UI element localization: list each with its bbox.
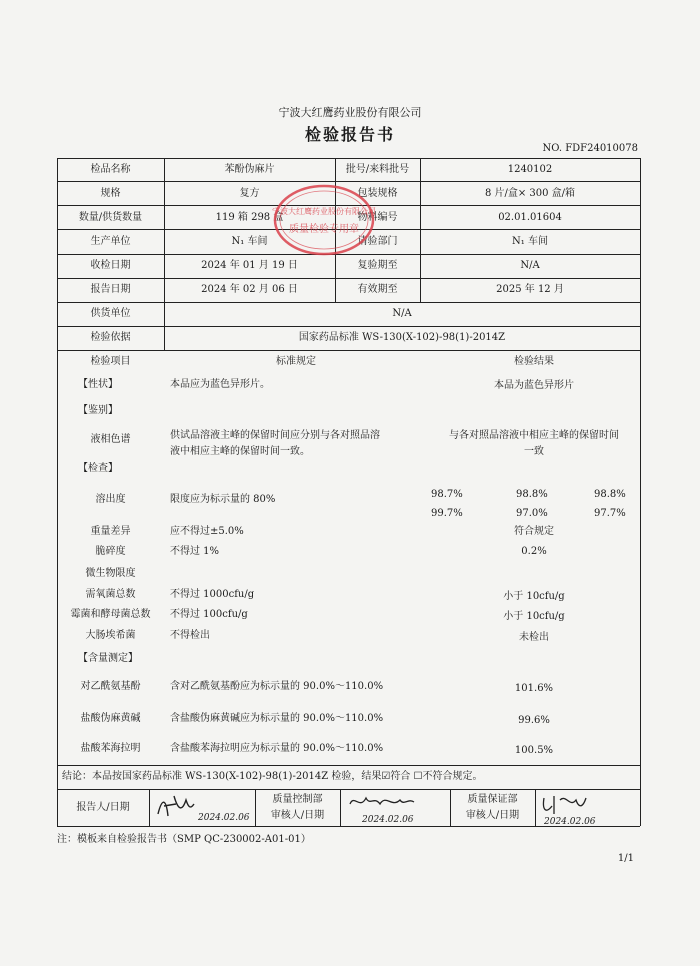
ecoli-standard: 不得检出 [170,630,210,641]
weight-item: 重量差异 [90,526,131,537]
spec-label: 规格 [100,188,121,199]
col-result-header: 检验结果 [514,356,554,367]
hplc-standard-line2: 液中相应主峰的保留时间一致。 [170,446,310,457]
apap-result: 101.6% [514,683,554,694]
retest-value: N/A [520,260,540,271]
hplc-item: 液相色谱 [90,434,131,445]
report-title: 检验报告书 [304,125,395,144]
pse-result: 99.6% [518,715,550,726]
material-label: 物料编号 [357,212,398,223]
report-number: NO. FDF24010078 [542,143,638,154]
company-name: 宁波大红鹰药业股份有限公司 [278,106,422,119]
qc-label-2: 审核人/日期 [270,810,325,821]
reporter-signature [152,792,252,830]
chl-standard: 含盐酸苯海拉明应为标示量的 90.0%～110.0% [170,743,384,754]
batch-value: 1240102 [507,164,553,175]
pack-label: 包装规格 [357,188,398,199]
friability-result: 0.2% [521,546,547,557]
material-value: 02.01.01604 [498,212,562,223]
aerobic-result: 小于 10cfu/g [503,591,565,602]
mold-result: 小于 10cfu/g [503,611,565,622]
reporter-date: 2024.02.06 [198,813,250,823]
weight-standard: 应不得过±5.0% [170,526,244,537]
friability-item: 脆碎度 [95,546,126,557]
reporter-label: 报告人/日期 [76,802,130,813]
section-assay: 【含量测定】 [78,653,138,664]
col-standard-header: 标准规定 [276,356,316,367]
section-identification: 【鉴别】 [78,405,118,416]
report-date-label: 报告日期 [90,284,131,295]
page-number: 1/1 [617,853,634,864]
dissolution-value: 98.8% [516,489,548,500]
recv-label: 收检日期 [90,260,131,271]
qa-label-1: 质量保证部 [467,794,518,805]
supplier-label: 供货单位 [90,308,131,319]
dissolution-item: 溶出度 [95,494,126,505]
pse-standard: 含盐酸伪麻黄碱应为标示量的 90.0%～110.0% [170,713,384,724]
appearance-standard: 本品应为蓝色异形片。 [170,379,270,390]
hplc-result-line1: 与各对照品溶液中相应主峰的保留时间 [449,430,619,441]
dissolution-value: 98.7% [431,489,463,500]
unit-value: N₁ 车间 [231,236,268,247]
hplc-standard-line1: 供试品溶液主峰的保留时间应分别与各对照品溶 [170,430,380,441]
quality-stamp [272,182,376,258]
aerobic-item: 需氧菌总数 [85,589,136,600]
dissolution-standard: 限度应为标示量的 80% [170,494,276,505]
recv-date: 2024 年 01 月 19 日 [201,260,298,271]
unit-label: 生产单位 [90,236,131,247]
qa-date: 2024.02.06 [544,817,596,827]
pack-value: 8 片/盒× 300 盒/箱 [484,188,576,199]
expiry-label: 有效期至 [357,284,398,295]
product-name-label: 检品名称 [90,164,131,175]
svg-text:宁波大红鹰药业股份有限公司: 宁波大红鹰药业股份有限公司 [272,207,376,216]
micro-item: 微生物限度 [85,568,136,579]
product-name: 苯酚伪麻片 [224,164,275,175]
apap-standard: 含对乙酰氨基酚应为标示量的 90.0%～110.0% [170,681,384,692]
chl-item: 盐酸苯海拉明 [80,743,141,754]
qc-signature [344,790,448,830]
qty-value: 119 箱 298 盒 [215,212,284,223]
ecoli-result: 未检出 [519,632,549,643]
section-check: 【检查】 [78,463,118,474]
basis-label: 检验依据 [90,332,131,343]
qty-label: 数量/供货数量 [78,212,143,223]
friability-standard: 不得过 1% [170,546,220,557]
dissolution-value: 99.7% [431,508,463,519]
basis-value: 国家药品标准 WS-130(X-102)-98(1)-2014Z [298,332,506,343]
ecoli-item: 大肠埃希菌 [85,630,136,641]
retest-label: 复验期至 [357,260,398,271]
dissolution-value: 98.8% [594,489,626,500]
report-date: 2024 年 02 月 06 日 [201,284,298,295]
qa-label-2: 审核人/日期 [465,810,520,821]
request-label: 请验部门 [357,236,398,247]
qc-date: 2024.02.06 [362,815,414,825]
aerobic-standard: 不得过 1000cfu/g [170,589,255,600]
pse-item: 盐酸伪麻黄碱 [80,713,141,724]
qa-signature [538,790,638,832]
dissolution-value: 97.0% [516,508,548,519]
qc-label-1: 质量控制部 [272,794,323,805]
hplc-result-line2: 一致 [524,446,544,457]
apap-item: 对乙酰氨基酚 [80,681,141,692]
appearance-result: 本品为蓝色异形片 [494,380,574,391]
expiry-value: 2025 年 12 月 [496,284,564,295]
template-note: 注：模板来自检验报告书（SMP QC-230002-A01-01） [57,834,311,845]
request-value: N₁ 车间 [512,236,548,247]
spec-value: 复方 [239,188,260,199]
weight-result: 符合规定 [514,526,554,537]
mold-item: 霉菌和酵母菌总数 [70,609,151,620]
supplier-value: N/A [392,308,412,319]
dissolution-value: 97.7% [594,508,626,519]
conclusion: 结论：本品按国家药品标准 WS-130(X-102)-98(1)-2014Z 检验，结果☑符合 ☐不符合规定。 [62,771,483,782]
batch-label: 批号/来料批号 [345,164,410,175]
section-appearance: 【性状】 [78,379,118,390]
col-item-header: 检验项目 [90,356,131,367]
svg-text:质量检验专用章: 质量检验专用章 [289,224,359,235]
mold-standard: 不得过 100cfu/g [170,609,248,620]
chl-result: 100.5% [514,745,554,756]
